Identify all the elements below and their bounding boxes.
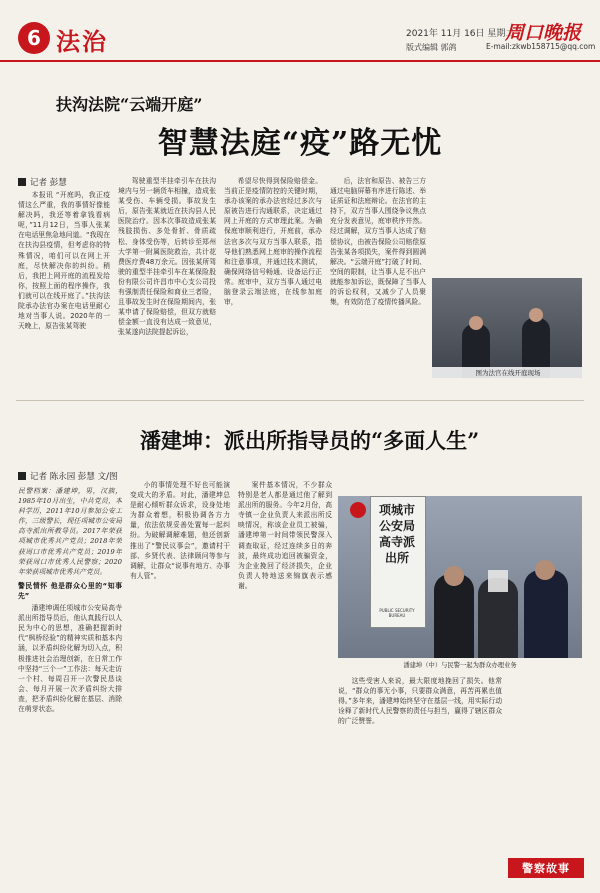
story1-subtitle: 扶沟法院“云端开庭” xyxy=(56,95,203,114)
story1-column-3 xyxy=(224,176,322,390)
story2-quote-label: 警民情怀 他是群众心里的“知事先” xyxy=(18,581,122,600)
column-tag: 警察故事 xyxy=(508,858,584,878)
story1-column-2 xyxy=(118,176,216,390)
story2-photo-caption: 潘建坤（中）与民警一起为群众办理业务 xyxy=(403,662,517,669)
section-divider xyxy=(16,400,584,401)
photo-person xyxy=(524,570,568,658)
story1-paragraph: 本报讯 “开庭吗，我正疫情这么严重，我的事情好像能解决吗，我还等着拿钱看病呢，”11月12日，当事人张某在电话里焦急地问道。“我现在在扶沟县疫情，但考虑你的特殊情况，咱们可以在网上开庭，尽快解决你的纠纷。稍后，我把上网开庭的流程发给你，按照上面的程序操作，我们就可以在线开庭了。”扶沟法院承办法官办案在电话里耐心地对当事人说。2020年的一天晚上，原告张某驾驶 xyxy=(18,191,110,331)
photo-face-blur xyxy=(488,570,508,592)
photo-person-head xyxy=(444,566,464,586)
issue-date: 2021年 11月 16日 星期二 xyxy=(406,29,515,39)
byline-square-icon xyxy=(18,472,26,480)
station-sign-english: PUBLIC SECURITY BUREAU xyxy=(379,608,415,618)
story1-byline xyxy=(18,176,67,188)
story2-paragraph: 潘建坤调任项城市公安局高寺派出所指导员后，他认真践行以人民为中心的思想，准确把握新时代“枫桥经验”的精神实质和基本内涵，以矛盾纠纷化解为切入点，积极推进社会治理创新，在日常工作中坚持“三个一”工作法：每天走访一个村、每周召开一次警民恳谈会、每月开展一次矛盾纠纷大排查，把矛盾纠纷化解在基层、消除在萌芽状态。 xyxy=(18,604,122,713)
story2-byline-text: 记者 陈永园 彭慧 文/图 xyxy=(30,472,118,482)
story2-title: 潘建坤：派出所指导员的“多面人生” xyxy=(140,428,480,453)
story1-paragraph: 希望尽快得到保险赔偿金。当前正是疫情防控的关键时期，承办该案的承办法官经过多次与原被告进行沟通联系，决定通过网上开庭的方式审理此案。为确保庭审顺利进行，开庭前，承办法官多次与双方当事人联系，指导他们熟悉网上庭审的操作流程和注意事项，并通过技术测试，确保网络信号畅通、设备运行正常。庭审中，双方当事人通过电脑登录云端法庭，在线参加庭审， xyxy=(224,177,322,307)
story1-title: 智慧法庭“疫”路无忧 xyxy=(157,126,443,161)
story1-photo xyxy=(432,278,582,378)
story2-column-3 xyxy=(238,480,332,878)
story2-column-4 xyxy=(338,676,502,878)
story1-byline-text: 记者 彭慧 xyxy=(30,178,67,188)
story1-paragraph: 后，法官和原告、被告三方通过电脑屏幕有序进行陈述、举证质证和法庭辩论。在法官的主持下，双方当事人围绕争议焦点充分发表意见，庭审秩序井然。经过调解，双方当事人达成了赔偿协议，由被告保险公司赔偿原告张某各项损失，案件得到圆满解决。“云端开庭”打破了时间、空间的限制，让当事人足不出户就能参加诉讼，既保障了当事人的诉讼权利，又减少了人员聚集，有效防范了疫情传播风险。 xyxy=(330,177,426,307)
story1-column-4 xyxy=(330,176,426,390)
section-name: 法治 xyxy=(56,27,108,56)
header-rule xyxy=(0,60,600,62)
police-badge-icon xyxy=(350,502,366,518)
photo-person-head xyxy=(535,560,555,580)
story2-paragraph: 案件基本情况，不少群众特别是老人都是通过他了解到派出所的服务。今年2月份，高寺镇一企业负责人来派出所反映情况，称该企业员工被骗，潘建坤第一时间带领民警深入调查取证，经过连续多日的奔波，最终成功追回被骗资金，为企业挽回了经济损失，企业负责人特地送来锦旗表示感谢。 xyxy=(238,481,332,590)
contact-email: E-mail:zkwb158715@qq.com xyxy=(486,42,596,51)
story2-paragraph: 小的事情处理不好也可能演变成大的矛盾。对此，潘建坤总是耐心倾听群众诉求，设身处地为群众着想，积极协调各方力量，依法依规妥善处置每一起纠纷。为破解调解难题，他还创新推出了“警民议事会”，邀请村干部、乡贤代表、法律顾问等参与调解，让群众“说事有地方、办事有人管”。 xyxy=(130,481,230,580)
photo-person-head xyxy=(469,316,483,330)
byline-square-icon xyxy=(18,178,26,186)
story2-photo xyxy=(338,496,582,658)
photo-person-head xyxy=(529,308,543,322)
page-header xyxy=(0,0,600,62)
story1-photo-caption: 图为法官在线开庭现场 xyxy=(475,369,541,377)
photo-person xyxy=(434,574,474,658)
newspaper-logo: 周口晚报 xyxy=(505,22,582,44)
officer-profile: 民警档案：潘建坤，男，汉族，1985年10月出生，中共党员，本科学历，2011年10月参加公安工作，三级警长，现任项城市公安局高寺派出所教导员。2017年荣获项城市优秀共产党员；2018年荣获周口市优秀共产党员；2019年荣获周口市优秀人民警察；2020年荣获项城市优秀共产党员。 xyxy=(18,487,122,576)
story1-paragraph: 驾驶重型半挂牵引车在扶沟境内与另一辆货车相撞，造成张某受伤、车辆受损。事故发生后，原告张某就近在扶沟县人民医院治疗。因本次事故造成张某残肢损伤、多处骨折、骨质疏松、身体受伤等，后转诊至郑州大学第一附属医院救治，共计花费医疗费48万余元。因张某所驾驶的重型半挂牵引车在某保险股份有限公司许昌市中心支公司投有强制责任保险和商业三者险，且事故发生时在保险期间内，张某申请了保险赔偿，但双方就赔偿金额一直没有达成一致意见，张某遂向法院提起诉讼， xyxy=(118,177,216,337)
station-sign-text: 项城市公安局高寺派出所 xyxy=(378,503,415,565)
section-number-badge: 6 xyxy=(18,22,50,54)
story1-column-1 xyxy=(18,190,110,390)
story2-paragraph: 这些受害人来说，最大限度地挽回了损失。他常说，“群众的事无小事，只要群众满意，再苦再累也值得。”多年来，潘建坤始终坚守在基层一线，用实际行动诠释了新时代人民警察的责任与担当，赢得了辖区群众的广泛赞誉。 xyxy=(338,677,502,726)
story2-column-2 xyxy=(130,480,230,878)
story2-column-1 xyxy=(18,486,122,878)
story2-byline xyxy=(18,470,117,482)
layout-editor: 版式编辑 郭鸽 xyxy=(406,43,457,52)
